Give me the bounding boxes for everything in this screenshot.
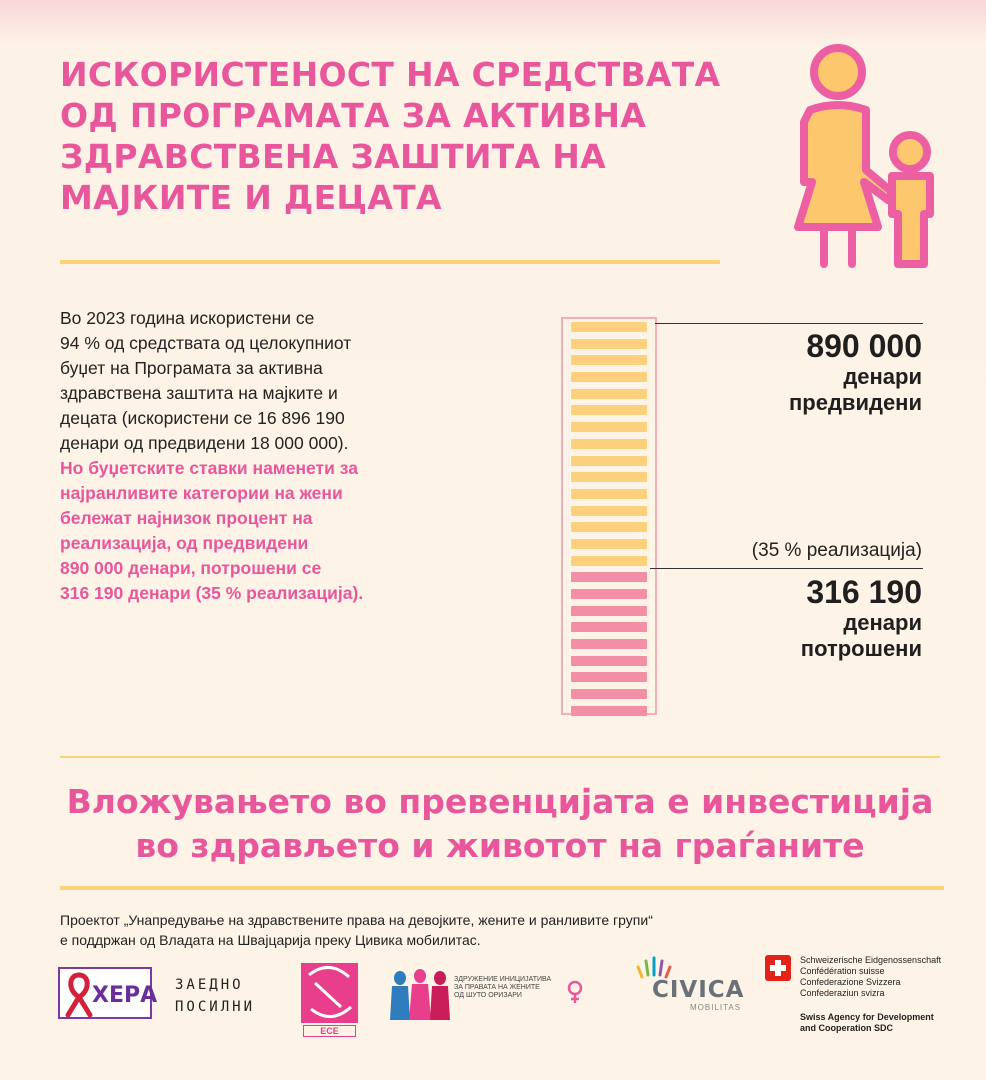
spent-segment	[571, 672, 647, 682]
footer-line-1: Проектот „Унапредување на здравствените права на девојките, жените и ранливите групи“	[60, 912, 653, 928]
spent-segment	[571, 606, 647, 616]
unspent-segment	[571, 322, 647, 332]
mobilitas-text: MOBILITAS	[690, 1003, 742, 1012]
mother-child-icon	[780, 42, 950, 272]
sdc-text	[800, 1012, 934, 1034]
planned-number: 890 000	[806, 328, 922, 364]
swiss-confederation-text	[800, 955, 941, 999]
sdc-line-1: Swiss Agency for Development	[800, 1012, 934, 1022]
women-silhouettes-icon	[388, 968, 452, 1020]
swiss-flag-icon	[765, 955, 791, 981]
female-symbol-icon	[566, 980, 584, 1004]
planned-label: предвидени	[789, 390, 922, 415]
slogan-line-1: Вложувањето во превенцијата е инвестиција	[66, 782, 934, 821]
highlight-line: реализација, од предвидени	[60, 533, 309, 553]
hera-logo	[58, 967, 158, 1019]
unspent-segment	[571, 522, 647, 532]
sdc-line-2: and Cooperation SDC	[800, 1023, 894, 1033]
unspent-segment	[571, 339, 647, 349]
hera-logo-text: ХЕРА	[92, 983, 158, 1008]
title-divider	[60, 260, 720, 264]
intro-line: децата (искористени се 16 896 190	[60, 408, 345, 428]
unspent-segment	[571, 439, 647, 449]
spent-segment	[571, 656, 647, 666]
civica-text: CIVICA	[652, 977, 745, 1003]
unspent-segment	[571, 389, 647, 399]
section-divider	[60, 756, 940, 758]
planned-amount	[789, 328, 922, 416]
swiss-line-2: Confédération suisse	[800, 966, 885, 976]
title-line-1: ИСКОРИСТЕНОСТ НА СРЕДСТВАТА	[60, 55, 721, 94]
spent-segment	[571, 572, 647, 582]
unspent-segment	[571, 556, 647, 566]
spent-segment	[571, 706, 647, 716]
swiss-line-3: Confederazione Svizzera	[800, 977, 901, 987]
planned-pointer-line	[655, 323, 923, 324]
zaedno-line-2: ПОСИЛНИ	[175, 999, 256, 1015]
highlight-line: 316 190 денари (35 % реализација).	[60, 583, 364, 603]
unspent-segment	[571, 489, 647, 499]
spent-segment	[571, 589, 647, 599]
intro-line: здравствена заштита на мајките и	[60, 383, 338, 403]
highlight-line: најранливите категории на жени	[60, 483, 343, 503]
spent-pointer-line	[650, 568, 923, 569]
spent-segment	[571, 622, 647, 632]
civica-mobilitas-logo	[630, 955, 750, 1013]
slogan-line-2: во здрављето и животот на граѓаните	[135, 826, 865, 865]
unspent-segment	[571, 472, 647, 482]
spent-label: потрошени	[800, 636, 922, 661]
esem-label: ЕСЕ	[303, 1025, 356, 1037]
intro-line: денари од предвидени 18 000 000).	[60, 433, 349, 453]
title-line-3: ЗДРАВСТВЕНА ЗАШТИТА НА	[60, 137, 606, 176]
intro-line: буџет на Програмата за активна	[60, 358, 323, 378]
page-title	[60, 54, 740, 218]
ribbon-icon	[64, 971, 94, 1017]
footer-line-2: е поддржан од Владата на Швајцарија преку Цивика мобилитас.	[60, 932, 481, 948]
swiss-line-1: Schweizerische Eidgenossenschaft	[800, 955, 942, 965]
spent-unit: денари	[843, 610, 922, 635]
highlight-line: 890 000 денари, потрошени се	[60, 558, 322, 578]
spent-number: 316 190	[806, 574, 922, 610]
spent-segment	[571, 689, 647, 699]
esem-logo	[301, 963, 358, 1037]
unspent-segment	[571, 355, 647, 365]
unspent-segment	[571, 506, 647, 516]
zaedno-line-1: ЗАЕДНО	[175, 977, 244, 993]
highlight-line: бележат најнизок процент на	[60, 508, 313, 528]
unspent-segment	[571, 405, 647, 415]
slogan	[40, 780, 960, 868]
unspent-segment	[571, 539, 647, 549]
intro-line: 94 % од средствата од целокупниот	[60, 333, 352, 353]
esem-emblem-icon	[301, 963, 358, 1023]
swiss-line-4: Confederaziun svizra	[800, 988, 885, 998]
swiss-sdc-logo	[765, 955, 955, 1035]
zdruzenie-line-3: ОД ШУТО ОРИЗАРИ	[454, 992, 522, 999]
unspent-segment	[571, 456, 647, 466]
title-line-4: МАЈКИТЕ И ДЕЦАТА	[60, 178, 442, 217]
zdruzenie-logo	[388, 966, 588, 1022]
unspent-segment	[571, 422, 647, 432]
zdruzenie-line-2: ЗА ПРАВАТА НА ЖЕНИТЕ	[454, 984, 540, 991]
zaedno-posilni-logo	[175, 974, 280, 1018]
realization-note: (35 % реализација)	[751, 540, 922, 561]
footer-text	[60, 910, 940, 950]
slogan-divider	[60, 886, 944, 890]
zdruzenie-text	[454, 976, 564, 1000]
title-line-2: ОД ПРОГРАМАТА ЗА АКТИВНА	[60, 96, 647, 135]
intro-line: Во 2023 година искористени се	[60, 308, 315, 328]
highlight-line: Но буџетските ставки наменети за	[60, 458, 358, 478]
unspent-segment	[571, 372, 647, 382]
budget-bar	[571, 322, 647, 723]
spent-amount	[801, 574, 922, 662]
spent-segment	[571, 639, 647, 649]
planned-unit: денари	[843, 364, 922, 389]
intro-text	[60, 306, 440, 606]
zdruzenie-line-1: ЗДРУЖЕНИЕ ИНИЦИЈАТИВА	[454, 976, 552, 983]
